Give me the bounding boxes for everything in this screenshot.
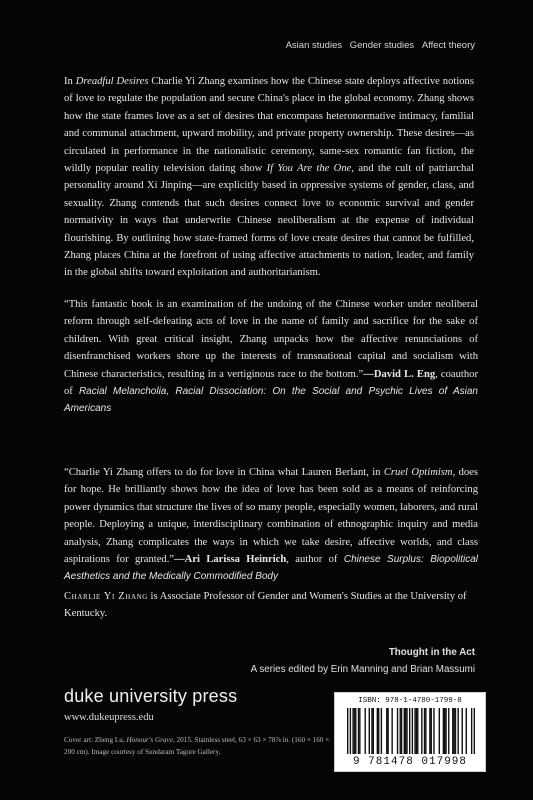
barcode-bar [457, 708, 458, 754]
barcode-bar [453, 708, 454, 754]
cited-work: Cruel Optimism [383, 467, 453, 478]
barcode-bar [373, 708, 374, 754]
barcode-bar [377, 708, 378, 754]
barcode-bar [416, 708, 417, 754]
barcode-bar [444, 708, 445, 754]
barcode-bar [400, 708, 401, 754]
barcode-bar [371, 708, 372, 754]
author-bio: Charlie Yi Zhang is Associate Professor of Gender and Women's Studies at the University of Kentucky. [64, 591, 467, 620]
barcode-bar [404, 708, 405, 754]
isbn-barcode [334, 692, 486, 772]
barcode-icon [347, 708, 475, 754]
barcode-bar [431, 708, 432, 754]
subject-gender-studies: Gender studies [349, 40, 415, 51]
barcode-bar [474, 708, 475, 754]
barcode-bar [409, 708, 410, 754]
barcode-bar [352, 708, 353, 754]
endorsement-quote-1: “This fantastic book is an examination of the undoing of the Chinese worker under neoliberal reform through self-defeating acts of love in the name of family and sacrifice for the sake of children. With great critical insight, Zhang unpacks how the affective renunciations of disenfranchised workers shore up the interests of transnational capital and socialism with Chinese characteristics, resulting in a vertiginous race to the bottom.”—David L. Eng, coauthor of Racial Melancholia, Racial Dissociation: On the Social and Psychic Lives of Asian Americans [64, 299, 478, 415]
show-title: If You Are the One [266, 163, 352, 175]
endorser-name: —David L. Eng [363, 368, 436, 380]
series-info [251, 644, 475, 678]
barcode-bar [387, 708, 388, 754]
barcode-digits: 9 781478 017998 [352, 756, 468, 768]
barcode-bar [355, 708, 356, 754]
subject-asian-studies: Asian studies [285, 40, 343, 51]
series-title: Thought in the Act [388, 647, 475, 658]
endorsement-quote-2: “Charlie Yi Zhang offers to do for love in China what Lauren Berlant, in Cruel Optimism, does for hope. He brilliantly shows how the idea of love has been sold as a means of reinforcing power dynamics that structure the lives of so many people, especially women, laborers, and rural people. Deploying a unique, interdisciplinary combination of ethnographic inquiry and media analysis, Zhang complicates the ways in which we take desire, affective worlds, and class aspirations for granted.”—Ari Larissa Heinrich, author of Chinese Surplus: Biopolitical Aesthetics and the Medically Commodified Body [64, 467, 479, 583]
barcode-bar [429, 708, 430, 754]
barcode-bar [414, 708, 415, 754]
barcode-bar [347, 708, 348, 754]
barcode-bar [401, 708, 402, 754]
publisher-url: www.dukeupress.edu [64, 712, 154, 723]
barcode-bar [397, 708, 398, 754]
barcode-bar [358, 708, 359, 754]
barcode-bar [424, 708, 425, 754]
barcode-bar [406, 708, 407, 754]
publisher-name: duke university press [64, 686, 238, 706]
subject-categories [281, 40, 475, 51]
book-description: In Dreadful Desires Charlie Yi Zhang examines how the Chinese state deploys affective notions of love to regulate the population and secure China's place in the global economy. Zhang shows how the state frames love as a set of desires that encompass heteronormative intimacy, familial and communal attachment, upward mobility, and private property ownership. These desires—as circulated in performance in the nationalistic ceremony, same-sex romantic fan fiction, the wildly popular reality television dating show If You Are the One, and the cult of patriarchal personality around Xi Jinping—are explicitly based in oppressive systems of gender, class, and sexuality. Zhang contends that such desires connect love to economic survival and gender normativity in ways that underwrite Chinese neoliberalism at the expense of individual flourishing. By outlining how state-framed forms of love create desires that cannot be fulfilled, Zhang places China at the forefront of using affective attachments to nation, leader, and family in the global shifts toward exploitation and authoritarianism. [64, 76, 474, 279]
barcode-bar [466, 708, 467, 754]
cover-credits: Cover art: Zheng Lu, Honour's Grave, 2015. Stainless steel, 63 × 63 × 78⅞ in. (160 × 160 × 200 cm). Image courtesy of Sundaram Tagore Gallery. [64, 736, 330, 756]
barcode-bar [455, 708, 456, 754]
barcode-bar [425, 708, 426, 754]
barcode-bar [381, 708, 382, 754]
barcode-bar [471, 708, 472, 754]
barcode-bar [443, 708, 444, 754]
isbn-label: ISBN: 978-1-4780-1799-8 [358, 697, 462, 705]
barcode-bar [433, 708, 434, 754]
barcode-bar [462, 708, 463, 754]
barcode-bar [369, 708, 370, 754]
endorser-work: Chinese Surplus: Biopolitical Aesthetics and the Medically Commodified Body [64, 554, 479, 583]
barcode-bar [359, 708, 360, 754]
barcode-bar [439, 708, 440, 754]
series-editors: A series edited by Erin Manning and Brian Massumi [250, 664, 475, 675]
barcode-bar [452, 708, 453, 754]
barcode-bar [391, 708, 392, 754]
endorser-name: —Ari Larissa Heinrich [174, 554, 287, 566]
barcode-bar [445, 708, 446, 754]
barcode-bar [405, 708, 406, 754]
book-title: Dreadful Desires [75, 76, 149, 87]
author-name: Charlie Yi Zhang [64, 591, 148, 602]
barcode-bar [365, 708, 366, 754]
barcode-bar [417, 708, 418, 754]
endorser-work: Racial Melancholia, Racial Dissociation: On the Social and Psychic Lives of Asian Americans [64, 386, 478, 415]
barcode-bar [350, 708, 351, 754]
barcode-bar [421, 708, 422, 754]
barcode-bar [386, 708, 387, 754]
barcode-bar [448, 708, 449, 754]
barcode-bar [412, 708, 413, 754]
barcode-bar [378, 708, 379, 754]
subject-affect-theory: Affect theory [421, 40, 475, 51]
barcode-bar [354, 708, 355, 754]
